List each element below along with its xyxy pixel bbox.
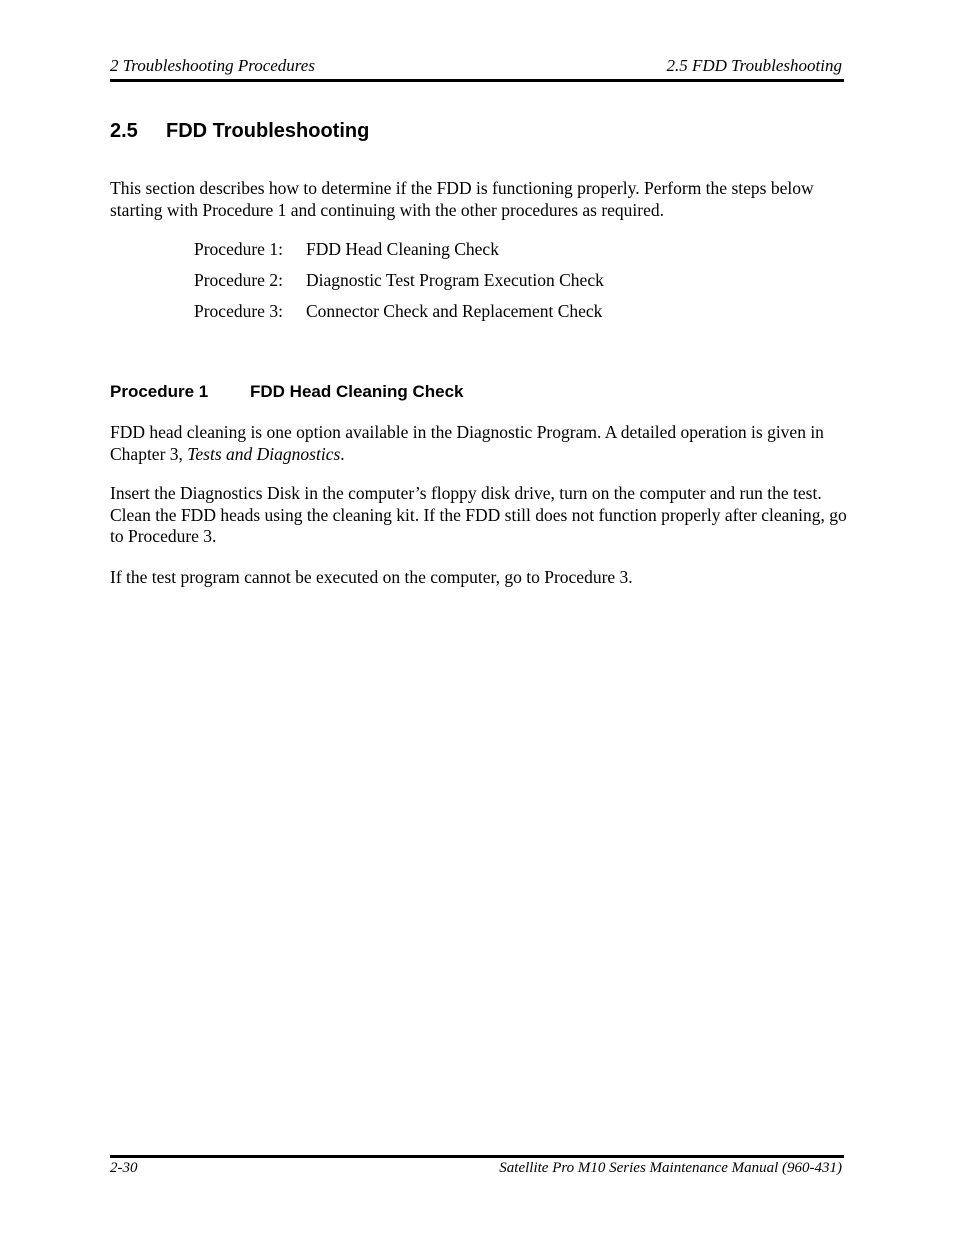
procedure-title: Diagnostic Test Program Execution Check xyxy=(306,270,604,290)
paragraph-end: . xyxy=(340,443,345,464)
procedure1-title: FDD Head Cleaning Check xyxy=(250,382,464,401)
procedure-title: FDD Head Cleaning Check xyxy=(306,239,499,259)
procedure1-paragraph-3: If the test program cannot be executed on the computer, go to Procedure 3. xyxy=(110,567,633,587)
section-title: FDD Troubleshooting xyxy=(166,120,370,142)
header-divider xyxy=(110,79,844,82)
procedure-label: Procedure 3: xyxy=(194,301,283,321)
section-heading xyxy=(110,120,369,143)
header-chapter: 2 Troubleshooting Procedures xyxy=(110,56,315,75)
chapter-reference: Tests and Diagnostics xyxy=(187,443,341,464)
procedure1-label: Procedure 1 xyxy=(110,382,209,401)
page-number: 2-30 xyxy=(110,1160,138,1176)
manual-title: Satellite Pro M10 Series Maintenance Manual (960-431) xyxy=(499,1160,842,1176)
procedure-list xyxy=(194,239,604,332)
paragraph-text: FDD head cleaning is one option available in the Diagnostic Program. A detailed operation is given in Chapter 3, xyxy=(110,422,824,464)
procedure-title: Connector Check and Replacement Check xyxy=(306,301,603,321)
section-number: 2.5 xyxy=(110,120,138,142)
intro-paragraph: This section describes how to determine if the FDD is functioning properly. Perform the steps below starting with Procedure 1 and continuing with the other procedures as required. xyxy=(110,178,814,220)
page-header xyxy=(110,56,842,78)
page-footer xyxy=(110,1160,842,1180)
procedure-list-item xyxy=(194,239,604,270)
procedure-list-item xyxy=(194,270,604,301)
procedure1-paragraph-2: Insert the Diagnostics Disk in the computer’s floppy disk drive, turn on the computer and run the test. Clean the FDD heads using the cleaning kit. If the FDD still does not function properly after cleaning, go to Procedure 3. xyxy=(110,483,847,546)
procedure-label: Procedure 2: xyxy=(194,270,283,290)
procedure-label: Procedure 1: xyxy=(194,239,283,259)
procedure-list-item xyxy=(194,301,604,332)
procedure1-paragraph-1 xyxy=(110,422,850,465)
footer-divider xyxy=(110,1155,844,1158)
header-section: 2.5 FDD Troubleshooting xyxy=(666,56,842,75)
procedure1-heading xyxy=(110,382,464,402)
